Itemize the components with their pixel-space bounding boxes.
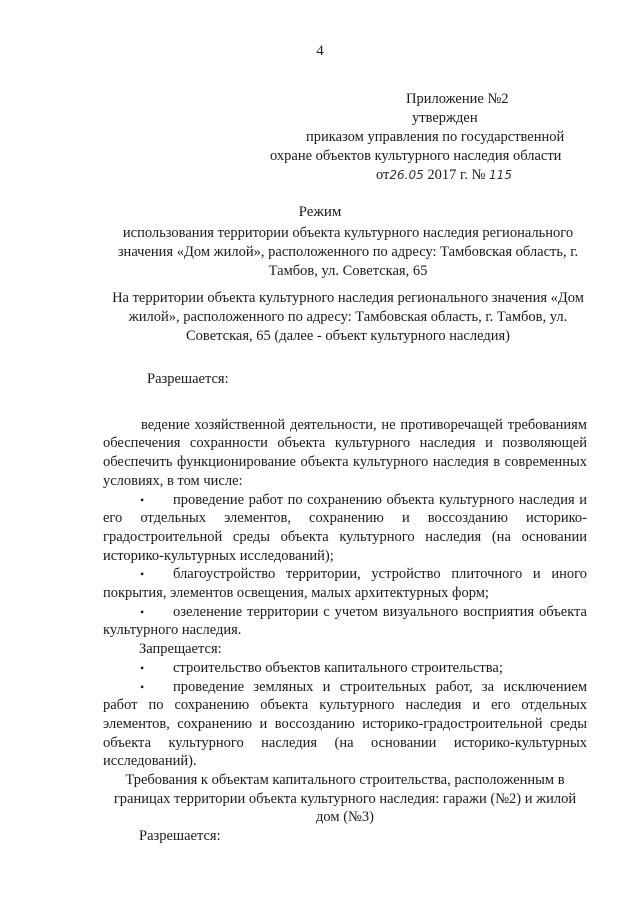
allowed-heading-2: Разрешается: [139, 828, 221, 845]
forbidden-item: • проведение земляных и строительных работ, за исключением работ по сохранению объекта культурного наследия и его отдельных элементов, сохранению и воссозданию историко-градостроительной среды объекта культурного наследия (на основании историко-культурных исследований). [103, 678, 587, 772]
date-year: 2017 г. [427, 167, 468, 183]
document-body [103, 370, 587, 846]
appendix-authority: охране объектов культурного наследия области [270, 148, 562, 164]
number-prefix: № [471, 167, 486, 183]
allowed-item: • благоустройство территории, устройство плиточного и иного покрытия, элементов освещения, малых архитектурных форм; [103, 565, 587, 602]
allowed-item: • проведение работ по сохранению объекта культурного наследия и его отдельных элементов, сохранению и воссозданию историко-градостроительной среды объекта культурного наследия (на основании историко-культурных исследований); [103, 491, 587, 566]
page-number: 4 [316, 43, 324, 59]
date-prefix: от [376, 167, 390, 183]
appendix-approval-block [240, 90, 620, 185]
appendix-approved: утвержден [412, 110, 478, 126]
document-title: Режим [298, 204, 342, 220]
handwritten-number: 115 [489, 168, 512, 182]
appendix-title: Приложение №2 [406, 91, 509, 107]
allowed-item: • озеленение территории с учетом визуального восприятия объекта культурного наследия. [103, 603, 587, 640]
forbidden-heading: Запрещается: [139, 641, 222, 658]
forbidden-item: • строительство объектов капитального строительства; [103, 659, 587, 678]
document-subtitle: использования территории объекта культурного наследия регионального значения «Дом жилой», расположенного по адресу: Тамбовская область, г. Тамбов, ул. Советская, 65 [117, 225, 579, 279]
appendix-date-number [240, 166, 620, 185]
requirements-heading: Требования к объектам капитального строительства, расположенным в границах территории объекта культурного наследия: гаражи (№2) и жилой дом (№3) [113, 772, 577, 826]
intro-paragraph: На территории объекта культурного наследия регионального значения «Дом жилой», расположенного по адресу: Тамбовская область, г. Тамбов, ул. Советская, 65 (далее - объект культурного наследия) [112, 290, 584, 344]
allowed-heading: Разрешается: [147, 371, 229, 387]
appendix-order: приказом управления по государственной [306, 129, 565, 145]
allowed-intro: ведение хозяйственной деятельности, не противоречащей требованиям обеспечения сохранности объекта культурного наследия и позволяющей обеспечить функционирование объекта культурного наследия в современных условиях, в том числе: [103, 416, 587, 489]
handwritten-date: 26.05 [389, 168, 424, 182]
